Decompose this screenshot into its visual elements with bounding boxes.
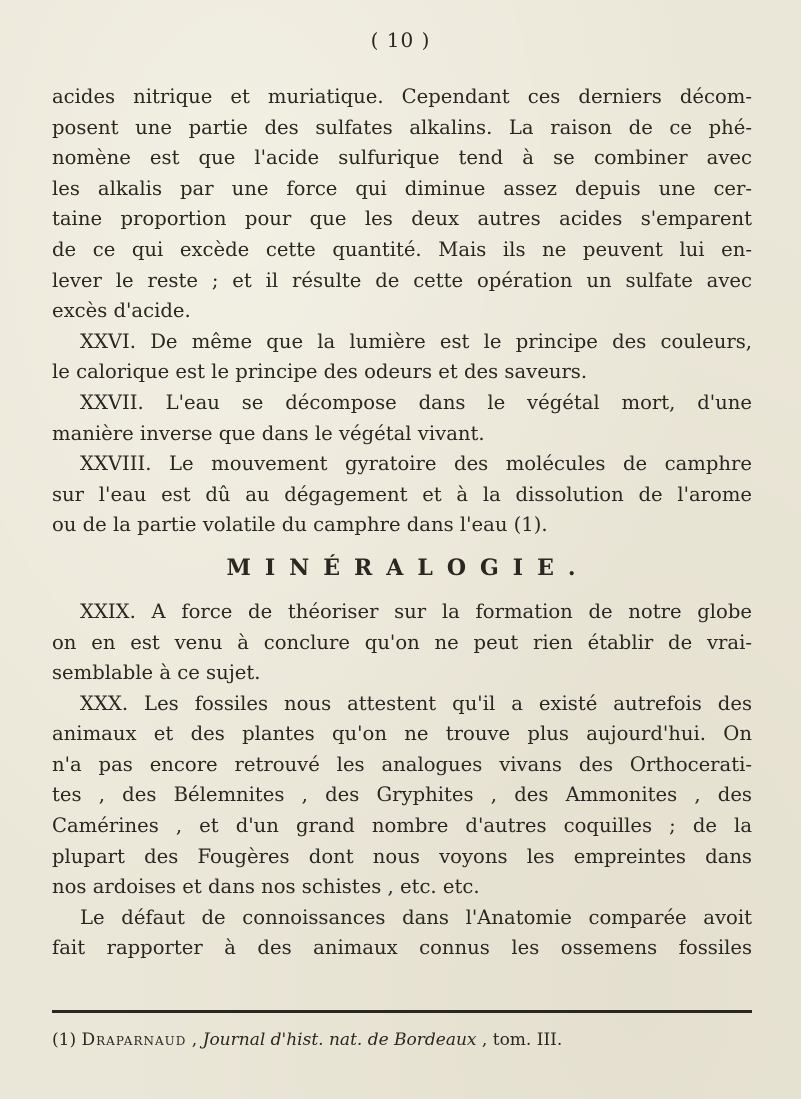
footnote-separator: , [186,1030,203,1050]
text-line: sur l'eau est dû au dégagement et à la dissolution de l'arome [52,482,752,506]
footnote [52,1030,752,1050]
body-text [52,82,752,964]
paragraph [52,327,752,388]
text-line: ou de la partie volatile du camphre dans l'eau (1). [52,513,548,537]
paragraph [52,449,752,541]
text-line: semblable à ce sujet. [52,661,261,685]
footnote-marker: (1) [52,1030,77,1050]
text-line: lever le reste ; et il résulte de cette opération un sulfate avec [52,268,752,292]
text-line: Le défaut de connoissances dans l'Anatomie comparée avoit [80,905,752,929]
text-line: excès d'acide. [52,299,191,323]
text-line: taine proportion pour que les deux autres acides s'emparent [52,207,752,231]
text-line: animaux et des plantes qu'on ne trouve plus aujourd'hui. On [52,722,752,746]
text-line: nos ardoises et dans nos schistes , etc. etc. [52,875,480,899]
text-line: XXVIII. Le mouvement gyratoire des molécules de camphre [80,452,752,476]
page-number: ( 10 ) [370,28,431,52]
text-line: XXVII. L'eau se décompose dans le végétal mort, d'une [80,390,752,414]
text-line: fait rapporter à des animaux connus les ossemens fossiles [52,936,752,960]
text-line: XXIX. A force de théoriser sur la formation de notre globe [80,599,752,623]
text-line: les alkalis par une force qui diminue assez depuis une cer- [52,176,752,200]
text-line: le calorique est le principe des odeurs et des saveurs. [52,360,588,384]
section-heading: MINÉRALOGIE. [226,554,590,581]
text-line: nomène est que l'acide sulfurique tend à se combiner avec [52,146,752,170]
paragraph [52,903,752,964]
text-line: XXX. Les fossiles nous attestent qu'il a existé autrefois des [80,691,752,715]
text-line: Camérines , et d'un grand nombre d'autres coquilles ; de la [52,814,752,838]
text-line: acides nitrique et muriatique. Cependant ces derniers décom- [52,85,752,108]
paragraph [52,82,752,327]
text-line: de ce qui excède cette quantité. Mais ils ne peuvent lui en- [52,237,752,261]
text-line: n'a pas encore retrouvé les analogues vivans des Orthocerati- [52,752,752,776]
footnote-journal: Journal d'hist. nat. de Bordeaux [202,1030,477,1050]
footnote-rule [52,1010,752,1013]
paragraph [52,388,752,449]
text-line: tes , des Bélemnites , des Gryphites , des Ammonites , des [52,783,752,807]
footnote-author: Draparnaud [81,1030,187,1050]
text-line: manière inverse que dans le végétal vivant. [52,421,485,445]
footnote-volume: , tom. III. [476,1030,563,1050]
paragraph [52,597,752,689]
text-line: posent une partie des sulfates alkalins. La raison de ce phé- [52,115,752,139]
text-line: XXVI. De même que la lumière est le principe des couleurs, [80,329,752,353]
paragraph [52,689,752,903]
text-line: plupart des Fougères dont nous voyons les empreintes dans [52,844,752,868]
text-line: on en est venu à conclure qu'on ne peut rien établir de vrai- [52,630,752,654]
